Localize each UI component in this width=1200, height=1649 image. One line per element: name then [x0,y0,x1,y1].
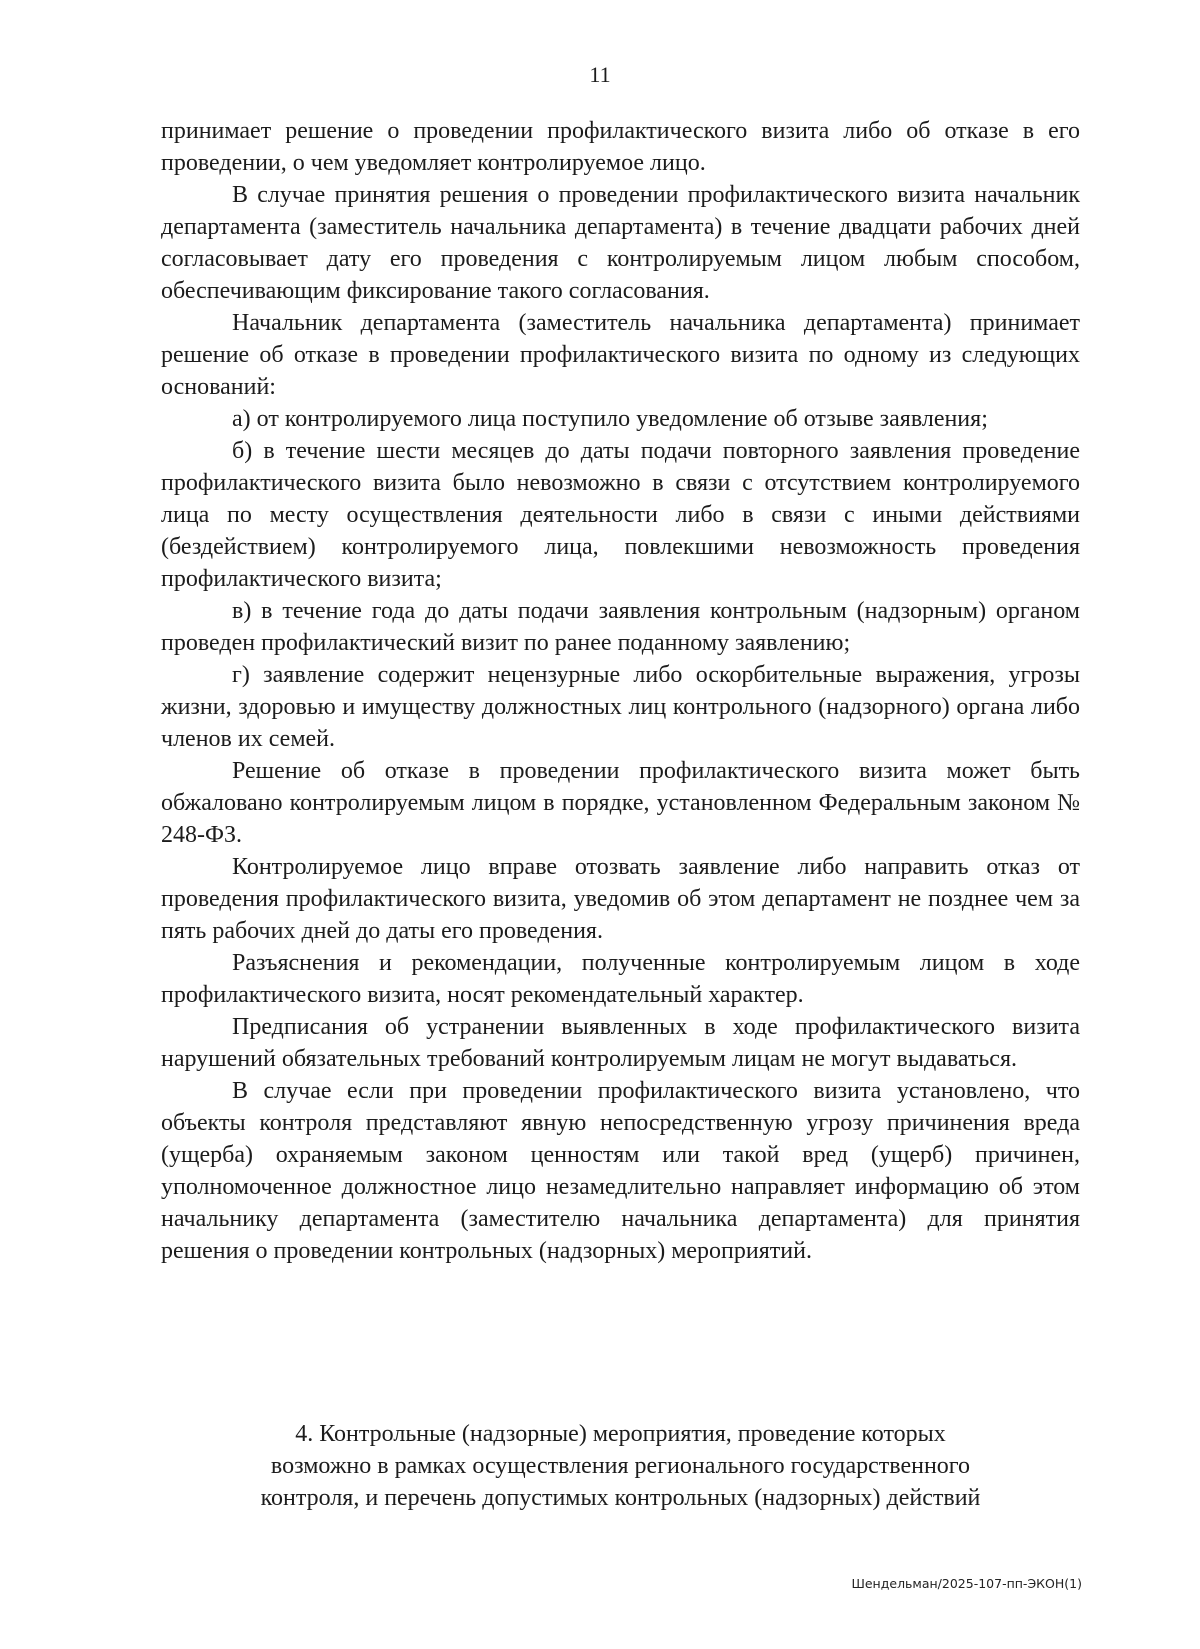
paragraph-appeal: Решение об отказе в проведении профилактического визита может быть обжаловано контролируемым лицом в порядке, установленном Федеральным законом № 248-ФЗ. [161,758,1080,848]
paragraph-threat-of-harm: В случае если при проведении профилактического визита установлено, что объекты контроля представляют явную непосредственную угрозу причинения вреда (ущерба) охраняемым законом ценностям или такой вред (ущерб) причинен, уполномоченное должностное лицо незамедлительно направляет информацию об этом начальнику департамента (заместителю начальника департамента) для принятия решения о проведении контрольных (надзорных) мероприятий. [161,1078,1080,1264]
paragraph-continuation: принимает решение о проведении профилактического визита либо об отказе в его проведении, о чем уведомляет контролируемое лицо. [161,118,1080,176]
section-heading-line: 4. Контрольные (надзорные) мероприятия, проведение которых [295,1421,946,1447]
section-heading-line: контроля, и перечень допустимых контрольных (надзорных) действий [260,1485,981,1511]
paragraph-withdrawal: Контролируемое лицо вправе отозвать заявление либо направить отказ от проведения профилактического визита, уведомив об этом департамент не позднее чем за пять рабочих дней до даты его проведения. [161,854,1080,944]
paragraph-refusal-grounds-intro: Начальник департамента (заместитель начальника департамента) принимает решение об отказе в проведении профилактического визита по одному из следующих оснований: [161,310,1080,400]
paragraph-ground-v: в) в течение года до даты подачи заявления контрольным (надзорным) органом проведен профилактический визит по ранее поданному заявлению; [161,598,1080,656]
paragraph-ground-a: а) от контролируемого лица поступило уведомление об отзыве заявления; [232,406,988,432]
paragraph-ground-g: г) заявление содержит нецензурные либо оскорбительные выражения, угрозы жизни, здоровью и имуществу должностных лиц контрольного (надзорного) органа либо членов их семей. [161,662,1080,752]
paragraph-ground-b: б) в течение шести месяцев до даты подачи повторного заявления проведение профилактического визита было невозможно в связи с отсутствием контролируемого лица по месту осуществления деятельности либо в связи с иными действиями (бездействием) контролируемого лица, повлекшими невозможность проведения профилактического визита; [161,438,1080,592]
page-number: 11 [589,62,611,87]
section-heading-line: возможно в рамках осуществления регионального государственного [270,1453,971,1479]
document-code: Шендельман/2025-107-пп-ЭКОН(1) [851,1576,1082,1591]
body-text [161,115,1080,1267]
section-heading [161,1418,1080,1514]
paragraph-recommendations: Разъяснения и рекомендации, полученные контролируемым лицом в ходе профилактического визита, носят рекомендательный характер. [161,950,1080,1008]
paragraph-agreement-date: В случае принятия решения о проведении профилактического визита начальник департамента (заместитель начальника департамента) в течение двадцати рабочих дней согласовывает дату его проведения с контролируемым лицом любым способом, обеспечивающим фиксирование такого согласования. [161,182,1080,304]
paragraph-prescriptions: Предписания об устранении выявленных в ходе профилактического визита нарушений обязательных требований контролируемым лицам не могут выдаваться. [161,1014,1080,1072]
